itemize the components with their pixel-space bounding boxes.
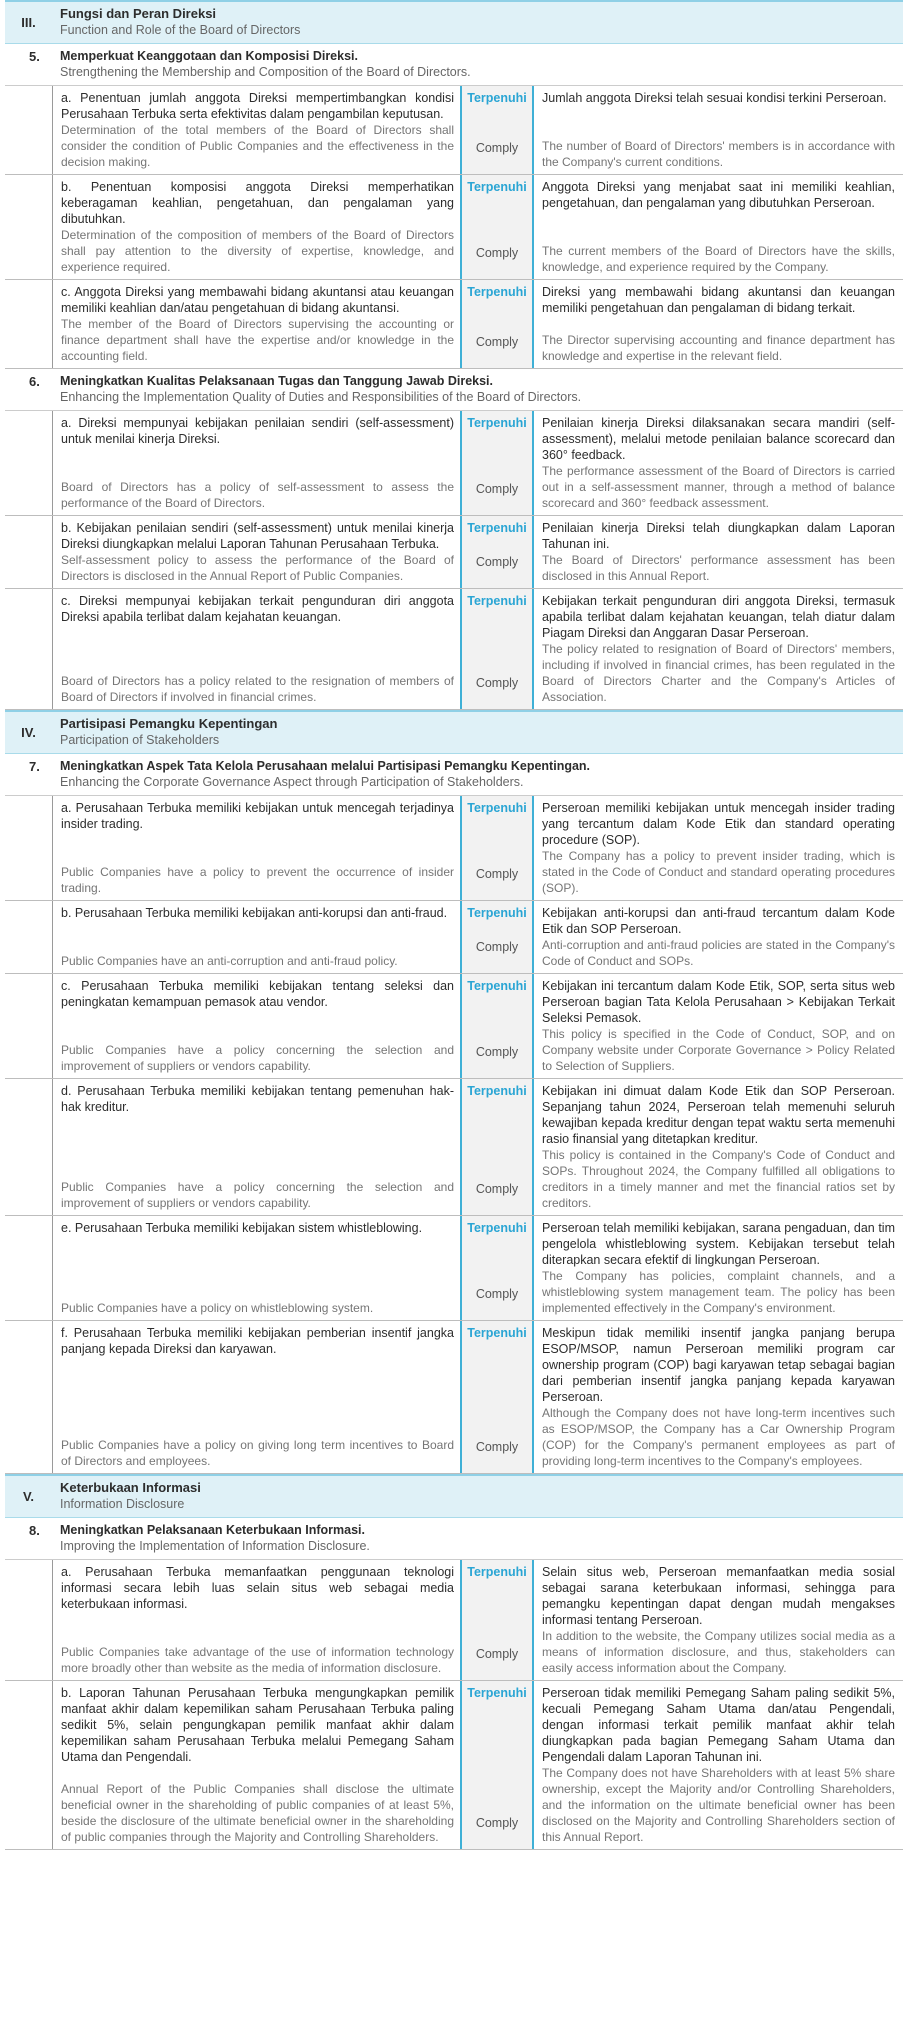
recommendation-text [52,974,460,1078]
row-indent [5,516,52,588]
principle-number: 7. [29,759,40,774]
recommendation-text [52,796,460,900]
explanation-text [534,974,903,1078]
section-title-en: Participation of Stakeholders [60,733,220,747]
status-id-badge: Terpenuhi [467,416,527,430]
recommendation-en: Determination of the composition of members of the Board of Directors shall pay attention to the diversity of expertise, knowledge, and experience required. [61,228,454,274]
principle-title-en: Enhancing the Implementation Quality of Duties and Responsibilities of the Board of Directors. [60,390,582,404]
explanation-id: Perseroan telah memiliki kebijakan, sarana pengaduan, dan tim pengelola whistleblowing system. Kebijakan tersebut telah diterapkan secara efektif di lingkungan Perseroan. [542,1221,895,1267]
row-indent [5,86,52,174]
recommendation-row [5,280,903,369]
explanation-text [534,1216,903,1320]
row-indent [5,1079,52,1215]
explanation-en: This policy is specified in the Code of Conduct, SOP, and on Company website under Corporate Governance > Policy Related to Selection of Suppliers. [542,1027,895,1073]
status-en-badge: Comply [475,676,519,690]
status-en-badge: Comply [475,246,519,260]
status-id-badge: Terpenuhi [467,285,527,299]
principle-title [52,754,903,795]
status-cell [460,974,534,1078]
status-cell [460,175,534,279]
recommendation-en: The member of the Board of Directors supervising the accounting or finance department shall have the expertise and/or knowledge in the accounting field. [61,317,454,363]
explanation-en: The Company has policies, complaint channels, and a whistleblowing system management team. The policy has been implemented effectively in the Company's environment. [542,1269,895,1315]
explanation-id: Penilaian kinerja Direksi dilaksanakan secara mandiri (self-assessment), melalui metode penilaian balance scorecard dan 360° feedback. [542,416,895,462]
section-number: V. [22,1489,35,1504]
explanation-en: The number of Board of Directors' members is in accordance with the Company's current conditions. [542,139,895,169]
status-cell [460,901,534,973]
status-cell [460,1321,534,1473]
explanation-text [534,516,903,588]
explanation-text [534,1079,903,1215]
explanation-id: Kebijakan ini dimuat dalam Kode Etik dan SOP Perseroan. Sepanjang tahun 2024, Perseroan telah memenuhi seluruh kewajiban kepada kreditur dengan tepat waktu serta memenuhi rasio finansial yang ditetapkan kreditur. [542,1084,895,1146]
recommendation-text [52,1321,460,1473]
explanation-text [534,175,903,279]
explanation-text [534,901,903,973]
status-cell [460,589,534,709]
recommendation-text [52,516,460,588]
recommendation-id: a. Penentuan jumlah anggota Direksi mempertimbangkan kondisi Perusahaan Terbuka serta efektivitas dalam pengambilan keputusan. [61,91,454,121]
status-en-badge: Comply [475,1287,519,1301]
recommendation-row [5,1681,903,1850]
explanation-text [534,1560,903,1680]
status-cell [460,1216,534,1320]
section-title [52,1476,903,1517]
row-indent [5,1321,52,1473]
principle-title-en: Strengthening the Membership and Composition of the Board of Directors. [60,65,471,79]
principle-header [5,369,903,411]
principle-title [52,1518,903,1559]
explanation-en: The Company does not have Shareholders with at least 5% share ownership, except the Majority and/or Controlling Shareholders, and the information on the ultimate beneficial owner has been disclosed on the Majority and Controlling Shareholders section of this Annual Report. [542,1766,895,1844]
status-cell [460,796,534,900]
section-title-id: Keterbukaan Informasi [60,1480,201,1495]
explanation-id: Kebijakan ini tercantum dalam Kode Etik, SOP, serta situs web Perseroan bagian Tata Kelola Perusahaan > Kebijakan Terkait Seleksi Pemasok. [542,979,895,1025]
recommendation-en: Public Companies have a policy concerning the selection and improvement of suppliers or vendors capability. [61,1180,454,1210]
section-title-en: Information Disclosure [60,1497,185,1511]
recommendation-id: b. Penentuan komposisi anggota Direksi memperhatikan keberagaman keahlian, pengetahuan, dan pengalaman yang dibutuhkan. [61,180,454,226]
recommendation-row [5,1560,903,1681]
principle-number: 8. [29,1523,40,1538]
status-id-badge: Terpenuhi [467,1221,527,1235]
explanation-id: Kebijakan anti-korupsi dan anti-fraud tercantum dalam Kode Etik dan SOP Perseroan. [542,906,895,936]
recommendation-en: Annual Report of the Public Companies shall disclose the ultimate beneficial owner in the shareholding of public companies of at least 5%, beside the disclosure of the ultimate beneficial owner in the shareholding of public companies through the Majority and Controlling Shareholders. [61,1782,454,1844]
recommendation-id: c. Direksi mempunyai kebijakan terkait pengunduran diri anggota Direksi apabila terlibat dalam kejahatan keuangan. [61,594,454,624]
status-id-badge: Terpenuhi [467,1565,527,1579]
row-indent [5,901,52,973]
section-title-id: Fungsi dan Peran Direksi [60,6,217,21]
status-id-badge: Terpenuhi [467,801,527,815]
principle-number: 5. [29,49,40,64]
row-indent [5,1681,52,1849]
principle-title-id: Meningkatkan Aspek Tata Kelola Perusahaan melalui Partisipasi Pemangku Kepentingan. [60,759,591,773]
principle-header [5,44,903,86]
row-indent [5,974,52,1078]
row-indent [5,1216,52,1320]
explanation-en: The performance assessment of the Board of Directors is carried out in a self-assessment manner, through a method of balance scorecard and 360° feedback assessment. [542,464,895,510]
recommendation-row [5,796,903,901]
recommendation-row [5,589,903,710]
status-id-badge: Terpenuhi [467,180,527,194]
recommendation-id: f. Perusahaan Terbuka memiliki kebijakan pemberian insentif jangka panjang kepada Direksi dan karyawan. [61,1326,454,1356]
status-en-badge: Comply [475,482,519,496]
explanation-en: The Director supervising accounting and finance department has knowledge and expertise in the relevant field. [542,333,895,363]
principle-header [5,1518,903,1560]
explanation-en: Although the Company does not have long-term incentives such as ESOP/MSOP, the Company has a Car Ownership Program (COP) for the Company's permanent employees as part of providing long-term incentives to the Company's employees. [542,1406,895,1468]
explanation-text [534,411,903,515]
explanation-text [534,86,903,174]
row-indent [5,411,52,515]
recommendation-row [5,411,903,516]
principle-title-en: Enhancing the Corporate Governance Aspect through Participation of Stakeholders. [60,775,524,789]
recommendation-row [5,516,903,589]
status-en-badge: Comply [475,940,519,954]
row-indent [5,175,52,279]
recommendation-text [52,411,460,515]
recommendation-row [5,974,903,1079]
status-cell [460,411,534,515]
recommendation-id: a. Perusahaan Terbuka memanfaatkan penggunaan teknologi informasi secara lebih luas selain situs web sebagai media keterbukaan informasi. [61,1565,454,1611]
recommendation-row [5,1079,903,1216]
section-number: IV. [21,725,36,740]
status-id-badge: Terpenuhi [467,1326,527,1340]
row-indent [5,280,52,368]
status-cell [460,86,534,174]
explanation-id: Perseroan tidak memiliki Pemegang Saham paling sedikit 5%, kecuali Pemegang Saham Utama dan/atau Pengendali, dengan informasi terkait pemilik manfaat akhir telah diungkapkan pada bagian Pemegang Saham Utama dan Pengendali dalam Laporan Tahunan ini. [542,1686,895,1764]
recommendation-row [5,1321,903,1474]
status-en-badge: Comply [475,335,519,349]
recommendation-id: c. Anggota Direksi yang membawahi bidang akuntansi atau keuangan memiliki keahlian dan/atau pengetahuan di bidang akuntansi. [61,285,454,315]
status-id-badge: Terpenuhi [467,91,527,105]
principle-title-en: Improving the Implementation of Information Disclosure. [60,1539,370,1553]
status-en-badge: Comply [475,1182,519,1196]
explanation-en: The Company has a policy to prevent insider trading, which is stated in the Code of Conduct and standard operating procedures (SOP). [542,849,895,895]
principle-title-id: Meningkatkan Kualitas Pelaksanaan Tugas dan Tanggung Jawab Direksi. [60,374,493,388]
explanation-id: Direksi yang membawahi bidang akuntansi dan keuangan memiliki pengetahuan dan pengalaman di bidang terkait. [542,285,895,315]
recommendation-en: Public Companies have a policy on whistleblowing system. [61,1301,374,1315]
principle-title [52,369,903,410]
recommendation-text [52,1079,460,1215]
status-cell [460,516,534,588]
explanation-en: The Board of Directors' performance assessment has been disclosed in this Annual Report. [542,553,895,583]
recommendation-text [52,86,460,174]
explanation-id: Selain situs web, Perseroan memanfaatkan media sosial sebagai sarana keterbukaan informasi, sehingga para pemangku kepentingan dapat dengan mudah mengakses informasi tentang Perseroan. [542,1565,895,1627]
status-en-badge: Comply [475,867,519,881]
explanation-en: Anti-corruption and anti-fraud policies are stated in the Company's Code of Conduct and SOPs. [542,938,895,968]
status-cell [460,1079,534,1215]
row-indent [5,1560,52,1680]
status-en-badge: Comply [475,141,519,155]
status-en-badge: Comply [475,1440,519,1454]
status-cell [460,1681,534,1849]
principle-header [5,754,903,796]
status-id-badge: Terpenuhi [467,1686,527,1700]
recommendation-id: a. Direksi mempunyai kebijakan penilaian sendiri (self-assessment) untuk menilai kinerja Direksi. [61,416,454,446]
recommendation-en: Public Companies have an anti-corruption and anti-fraud policy. [61,954,398,968]
section-header [5,1474,903,1518]
recommendation-row [5,86,903,175]
recommendation-id: b. Kebijakan penilaian sendiri (self-assessment) untuk menilai kinerja Direksi diungkapkan melalui Laporan Tahunan Perusahaan Terbuka. [61,521,454,551]
recommendation-text [52,1681,460,1849]
principle-title-id: Memperkuat Keanggotaan dan Komposisi Direksi. [60,49,358,63]
recommendation-en: Determination of the total members of the Board of Directors shall consider the condition of Public Companies and the effectiveness in the decision making. [61,123,454,169]
recommendation-en: Public Companies have a policy to prevent the occurrence of insider trading. [61,865,454,895]
recommendation-text [52,1560,460,1680]
explanation-id: Penilaian kinerja Direksi telah diungkapkan dalam Laporan Tahunan ini. [542,521,895,551]
recommendation-row [5,175,903,280]
section-number: III. [21,15,36,30]
recommendation-text [52,1216,460,1320]
recommendation-text [52,175,460,279]
explanation-en: The current members of the Board of Directors have the skills, knowledge, and experience required by the Company. [542,244,895,274]
recommendation-id: b. Perusahaan Terbuka memiliki kebijakan anti-korupsi dan anti-fraud. [61,906,448,920]
explanation-text [534,1681,903,1849]
explanation-en: The policy related to resignation of Board of Directors' members, including if involved in financial crimes, has been regulated in the Board of Directors Charter and the Company's Articles of Association. [542,642,895,704]
status-en-badge: Comply [475,555,519,569]
gcg-compliance-table [5,0,903,1850]
explanation-id: Jumlah anggota Direksi telah sesuai kondisi terkini Perseroan. [542,91,887,105]
recommendation-en: Public Companies have a policy on giving long term incentives to Board of Directors and employees. [61,1438,454,1468]
recommendation-en: Public Companies take advantage of the use of information technology more broadly other than website as the media of information disclosure. [61,1645,454,1675]
section-header [5,0,903,44]
section-title [52,712,903,753]
explanation-id: Meskipun tidak memiliki insentif jangka panjang berupa ESOP/MSOP, namun Perseroan memiliki program car ownership program (COP) bagi karyawan tetap sebagai bagian dari pemberian insentif jangka panjang kepada karyawan Perseroan. [542,1326,895,1404]
recommendation-id: a. Perusahaan Terbuka memiliki kebijakan untuk mencegah terjadinya insider trading. [61,801,454,831]
section-header [5,710,903,754]
recommendation-text [52,280,460,368]
explanation-text [534,796,903,900]
status-id-badge: Terpenuhi [467,979,527,993]
status-id-badge: Terpenuhi [467,1084,527,1098]
recommendation-en: Self-assessment policy to assess the performance of the Board of Directors is disclosed in the Annual Report of Public Companies. [61,553,454,583]
principle-title-id: Meningkatkan Pelaksanaan Keterbukaan Informasi. [60,1523,365,1537]
status-id-badge: Terpenuhi [467,906,527,920]
status-en-badge: Comply [475,1647,519,1661]
recommendation-id: d. Perusahaan Terbuka memiliki kebijakan tentang pemenuhan hak-hak kreditur. [61,1084,454,1114]
recommendation-text [52,901,460,973]
explanation-en: This policy is contained in the Company's Code of Conduct and SOPs. Throughout 2024, the Company fulfilled all obligations to creditors in a timely manner and met the financial ratios set by creditors. [542,1148,895,1210]
recommendation-en: Public Companies have a policy concerning the selection and improvement of suppliers or vendors capability. [61,1043,454,1073]
status-id-badge: Terpenuhi [467,594,527,608]
status-cell [460,1560,534,1680]
status-en-badge: Comply [475,1045,519,1059]
explanation-text [534,589,903,709]
recommendation-text [52,589,460,709]
status-id-badge: Terpenuhi [467,521,527,535]
section-title [52,2,903,43]
recommendation-id: e. Perusahaan Terbuka memiliki kebijakan sistem whistleblowing. [61,1221,423,1235]
status-en-badge: Comply [475,1816,519,1830]
explanation-id: Anggota Direksi yang menjabat saat ini memiliki keahlian, pengetahuan, dan pengalaman yang dibutuhkan Perseroan. [542,180,895,210]
section-title-en: Function and Role of the Board of Directors [60,23,301,37]
explanation-id: Kebijakan terkait pengunduran diri anggota Direksi, termasuk apabila terlibat dalam kejahatan keuangan, telah diatur dalam Piagam Direksi dan Anggaran Dasar Perseroan. [542,594,895,640]
explanation-en: In addition to the website, the Company utilizes social media as a means of information disclosure, and thus, stakeholders can easily access information about the Company. [542,1629,895,1675]
recommendation-row [5,1216,903,1321]
status-cell [460,280,534,368]
row-indent [5,589,52,709]
explanation-text [534,280,903,368]
recommendation-en: Board of Directors has a policy of self-assessment to assess the performance of the Board of Directors. [61,480,454,510]
recommendation-id: b. Laporan Tahunan Perusahaan Terbuka mengungkapkan pemilik manfaat akhir dalam kepemilikan saham Perusahaan Terbuka paling sedikit 5%, selain pengungkapan pemilik manfaat akhir dalam kepemilikan saham Perusahaan Terbuka melalui Pemegang Saham Utama dan Pengendali. [61,1686,454,1764]
recommendation-id: c. Perusahaan Terbuka memiliki kebijakan tentang seleksi dan peningkatan kemampuan pemasok atau vendor. [61,979,454,1009]
principle-title [52,44,903,85]
explanation-id: Perseroan memiliki kebijakan untuk mencegah insider trading yang tercantum dalam Kode Etik dan standard operating procedure (SOP). [542,801,895,847]
section-title-id: Partisipasi Pemangku Kepentingan [60,716,278,731]
explanation-text [534,1321,903,1473]
principle-number: 6. [29,374,40,389]
recommendation-en: Board of Directors has a policy related to the resignation of members of Board of Directors if involved in financial crimes. [61,674,454,704]
recommendation-row [5,901,903,974]
row-indent [5,796,52,900]
